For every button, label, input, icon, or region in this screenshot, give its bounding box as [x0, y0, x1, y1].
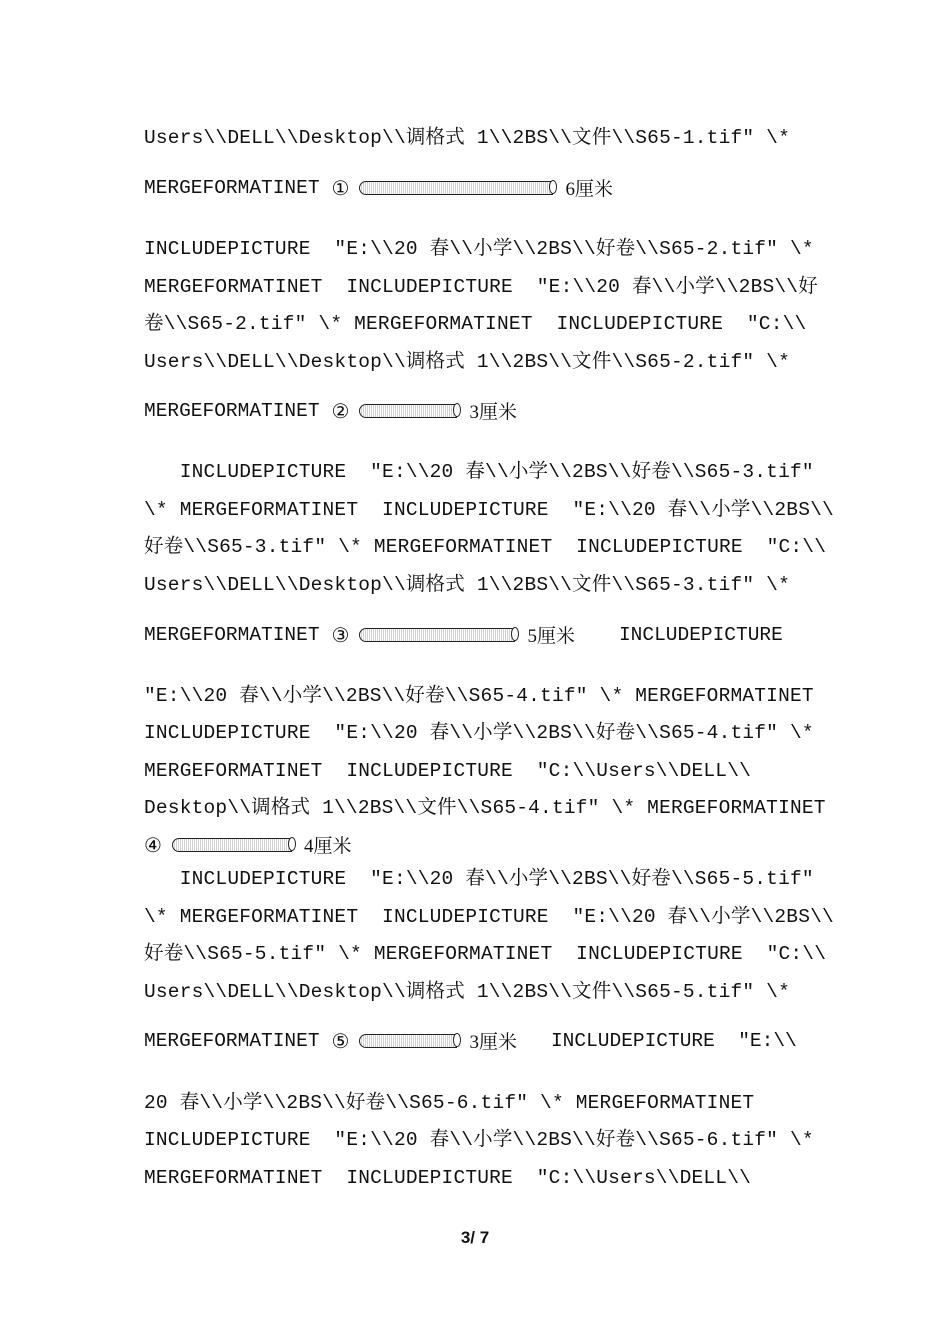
text-line: INCLUDEPICTURE "E:\\20 春\\小学\\2BS\\好卷\\S65-5.tif"	[144, 868, 814, 890]
text-line: INCLUDEPICTURE "E:\\20 春\\小学\\2BS\\好卷\\S65-3.tif"	[144, 461, 814, 483]
pipe-item-4	[132, 831, 351, 858]
text-line: INCLUDEPICTURE "E:\\20 春\\小学\\2BS\\好卷\\S65-6.tif" \*	[144, 1129, 814, 1151]
item-suffix: INCLUDEPICTURE "E:\\	[550, 1029, 797, 1052]
pipe-item-3	[144, 621, 783, 648]
text-line: Users\\DELL\\Desktop\\调格式 1\\2BS\\文件\\S65-5.tif" \*	[144, 981, 790, 1003]
text-line: MERGEFORMATINET INCLUDEPICTURE "E:\\20 春\\小学\\2BS\\好	[144, 276, 818, 298]
item-suffix: INCLUDEPICTURE	[618, 623, 783, 646]
item-prefix: MERGEFORMATINET	[144, 623, 320, 646]
text-line: INCLUDEPICTURE "E:\\20 春\\小学\\2BS\\好卷\\S65-4.tif" \*	[144, 722, 814, 744]
text-line: INCLUDEPICTURE "E:\\20 春\\小学\\2BS\\好卷\\S65-2.tif" \*	[144, 238, 814, 260]
pipe-image	[172, 838, 292, 852]
item-marker: ①	[331, 175, 350, 200]
text-line: \* MERGEFORMATINET INCLUDEPICTURE "E:\\20 春\\小学\\2BS\\	[144, 499, 834, 521]
item-length: 4厘米	[303, 836, 352, 857]
pipe-item-5	[144, 1027, 797, 1054]
pipe-image	[359, 404, 457, 418]
text-line: MERGEFORMATINET INCLUDEPICTURE "C:\\Users\\DELL\\	[144, 760, 751, 782]
item-marker: ③	[331, 622, 350, 647]
text-line: 20 春\\小学\\2BS\\好卷\\S65-6.tif" \* MERGEFORMATINET	[144, 1092, 755, 1114]
item-marker: ⑤	[331, 1028, 350, 1053]
text-line: 好卷\\S65-3.tif" \* MERGEFORMATINET INCLUDEPICTURE "C:\\	[144, 536, 827, 558]
pipe-image	[359, 628, 515, 642]
page-number: 3/ 7	[460, 1228, 490, 1247]
item-length: 5厘米	[527, 626, 575, 647]
text-line: 卷\\S65-2.tif" \* MERGEFORMATINET INCLUDEPICTURE "C:\\	[144, 313, 807, 335]
text-line: MERGEFORMATINET INCLUDEPICTURE "C:\\Users\\DELL\\	[144, 1167, 751, 1189]
pipe-image	[359, 1034, 457, 1048]
text-line: "E:\\20 春\\小学\\2BS\\好卷\\S65-4.tif" \* MERGEFORMATINET	[144, 685, 814, 707]
item-prefix: MERGEFORMATINET	[144, 399, 320, 422]
text-line: \* MERGEFORMATINET INCLUDEPICTURE "E:\\20 春\\小学\\2BS\\	[144, 906, 834, 928]
item-marker: ②	[331, 398, 350, 423]
pipe-image	[359, 181, 553, 195]
item-prefix: MERGEFORMATINET	[144, 1029, 320, 1052]
pipe-item-2	[144, 397, 517, 424]
pipe-item-1	[144, 174, 613, 201]
item-length: 6厘米	[565, 179, 613, 200]
text-line: Users\\DELL\\Desktop\\调格式 1\\2BS\\文件\\S65-2.tif" \*	[144, 351, 790, 373]
item-prefix: MERGEFORMATINET	[144, 176, 320, 199]
text-line: Desktop\\调格式 1\\2BS\\文件\\S65-4.tif" \* MERGEFORMATINET	[144, 797, 826, 819]
item-length: 3厘米	[469, 402, 517, 423]
text-line: Users\\DELL\\Desktop\\调格式 1\\2BS\\文件\\S65-1.tif" \*	[144, 127, 790, 149]
item-marker: ④	[144, 832, 162, 857]
text-line: Users\\DELL\\Desktop\\调格式 1\\2BS\\文件\\S65-3.tif" \*	[144, 574, 790, 596]
text-line: 好卷\\S65-5.tif" \* MERGEFORMATINET INCLUDEPICTURE "C:\\	[144, 943, 827, 965]
item-length: 3厘米	[469, 1032, 517, 1053]
